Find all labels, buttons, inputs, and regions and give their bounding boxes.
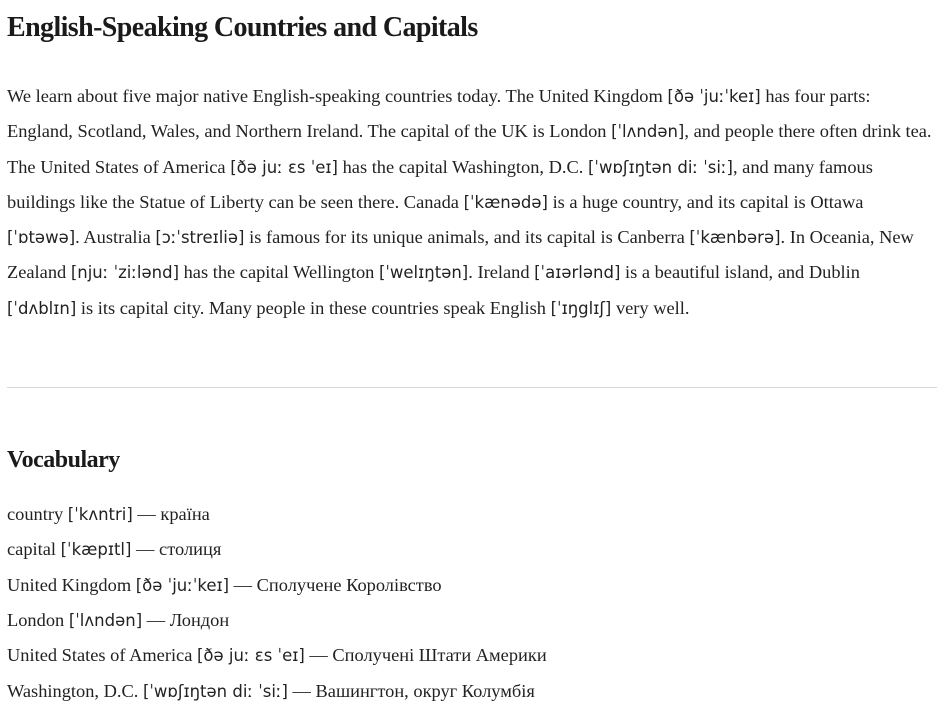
vocabulary-ipa: [ˈkæpɪtl] (60, 540, 132, 560)
vocabulary-translation: Вашингтон, округ Колумбія (315, 680, 535, 701)
em-dash-separator: — (287, 680, 316, 701)
intro-text: . In Oceania, New Zealand (7, 227, 914, 283)
em-dash-separator: — (142, 609, 170, 630)
em-dash-separator: — (304, 645, 333, 666)
vocabulary-translation: Сполучені Штати Америки (332, 645, 547, 666)
ipa-transcription: [ˈaɪərlənd] (534, 263, 621, 283)
vocabulary-translation: країна (160, 504, 210, 525)
vocabulary-ipa: [ˈwɒʃɪŋtən diː ˈsiː] (142, 681, 288, 701)
ipa-transcription: [ðə juː ɛs ˈeɪ] (230, 157, 338, 177)
em-dash-separator: — (131, 539, 160, 560)
em-dash-separator: — (132, 504, 161, 525)
intro-text: is a beautiful island, and Dublin (620, 262, 860, 283)
vocabulary-ipa: [ˈkʌntri] (67, 505, 133, 525)
ipa-transcription: [ˈkænbərə] (689, 228, 781, 248)
intro-paragraph (7, 79, 932, 326)
vocabulary-translation: Лондон (169, 609, 230, 630)
ipa-transcription: [ɔːˈstreɪliə] (155, 228, 245, 248)
vocabulary-translation: Сполучене Королівство (256, 574, 442, 595)
intro-text: is its capital city. Many people in these countries speak English (76, 297, 551, 318)
vocabulary-item (7, 674, 940, 709)
vocabulary-ipa: [ðə ˈjuːˈkeɪ] (135, 575, 230, 595)
intro-text: is famous for its unique animals, and its capital is Canberra (244, 227, 690, 248)
ipa-transcription: [njuː ˈziːlənd] (70, 263, 180, 283)
intro-text: is a huge country, and its capital is Ottawa (547, 191, 864, 212)
vocabulary-word: country (7, 504, 64, 525)
vocabulary-ipa: [ðə juː ɛs ˈeɪ] (197, 646, 305, 666)
vocabulary-item (7, 532, 940, 567)
vocabulary-item (7, 497, 940, 532)
vocabulary-word: United Kingdom (7, 574, 132, 595)
ipa-transcription: [ˈɪŋglɪʃ] (550, 298, 612, 318)
section-divider (7, 387, 937, 388)
intro-text: has four parts: England, Scotland, Wales, and Northern Ireland. The capital of the UK is London (7, 86, 871, 142)
intro-text: , and many famous buildings like the Statue of Liberty can be seen there. Canada (7, 156, 873, 212)
page-title: English-Speaking Countries and Capitals (7, 12, 478, 43)
vocabulary-item (7, 603, 940, 638)
vocabulary-ipa: [ˈlʌndən] (68, 610, 143, 630)
vocabulary-item (7, 568, 940, 603)
ipa-transcription: [ˈdʌblɪn] (7, 298, 77, 318)
ipa-transcription: [ˈwelɪŋtən] (378, 263, 469, 283)
ipa-transcription: [ˈwɒʃɪŋtən diː ˈsiː] (587, 157, 733, 177)
vocabulary-item (7, 638, 940, 673)
ipa-transcription: [ˈlʌndən] (611, 122, 685, 142)
vocabulary-translation: столиця (159, 539, 222, 560)
intro-text: has the capital Washington, D.C. (337, 156, 588, 177)
vocabulary-word: United States of America (7, 645, 193, 666)
ipa-transcription: [ðə ˈjuːˈkeɪ] (667, 87, 761, 106)
vocabulary-word: London (7, 609, 65, 630)
vocabulary-heading: Vocabulary (7, 447, 120, 474)
ipa-transcription: [ˈɒtəwə] (7, 228, 76, 248)
vocabulary-word: Washington, D.C. (7, 680, 139, 701)
intro-text: very well. (611, 297, 690, 318)
vocabulary-word: capital (7, 539, 57, 560)
intro-text: We learn about five major native English-speaking countries today. The United Kingdom (7, 86, 668, 106)
vocabulary-list (7, 497, 940, 709)
intro-text: , and people there often drink tea. The United States of America (7, 121, 932, 177)
intro-text: . Australia (75, 227, 156, 248)
intro-text: . Ireland (468, 262, 535, 283)
em-dash-separator: — (229, 574, 257, 595)
intro-text: has the capital Wellington (179, 262, 379, 283)
ipa-transcription: [ˈkænədə] (463, 192, 548, 212)
